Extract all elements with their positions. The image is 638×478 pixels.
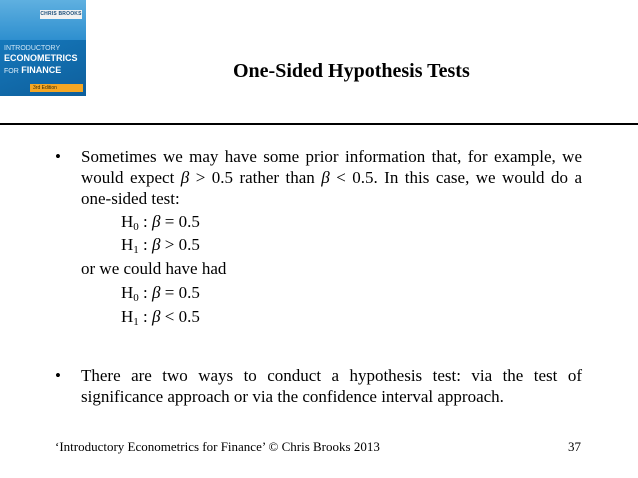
eq-sub: 1 [133,316,139,328]
eq-colon: : [138,307,153,326]
hypothesis-h0-b [121,283,200,303]
bullet2-line2: significance approach or via the confidence interval approach. [81,387,504,406]
cover-title-for: FOR [4,68,19,75]
beta-symbol: β [180,168,190,187]
book-cover-image [0,0,86,96]
hypothesis-h1-b [121,307,200,327]
beta-symbol: β [152,235,161,254]
page-number: 37 [568,439,581,454]
bullet-marker: • [55,366,61,385]
hypothesis-h0-a [121,212,200,232]
beta-symbol: β [321,168,330,187]
bullet1-line2-b: > 0.5 rather than [189,168,322,187]
bullet-marker: • [55,147,61,166]
eq-h: H [121,283,134,302]
eq-h: H [121,235,134,254]
footer-citation: ‘Introductory Econometrics for Finance’ © Chris Brooks 2013 [55,439,380,454]
bullet1-line2-a: would expect [81,168,181,187]
cover-edition: 3rd Edition [30,84,83,92]
eq-h: H [121,307,134,326]
eq-value: > 0.5 [160,235,200,254]
cover-title-line1: INTRODUCTORY [4,45,61,52]
cover-photo [0,0,86,40]
eq-colon: : [138,212,153,231]
cover-title-line2: ECONOMETRICS [4,53,78,63]
eq-colon: : [138,235,153,254]
cover-title-finance: FINANCE [21,65,62,75]
bullet2-line1: There are two ways to conduct a hypothesis test: via the test of [81,366,582,385]
eq-value: < 0.5 [160,307,200,326]
eq-colon: : [138,283,153,302]
eq-sub: 1 [133,244,139,256]
bullet1-line2 [81,168,582,188]
bullet1-line1: Sometimes we may have some prior information that, for example, we [81,147,582,166]
eq-h: H [121,212,134,231]
hypothesis-h1-a [121,235,200,255]
cover-title-line3 [4,65,61,75]
or-text: or we could have had [81,259,227,278]
slide-title: One-Sided Hypothesis Tests [233,60,470,82]
bullet1-line2-c: < 0.5. In this case, we would do a [329,168,583,187]
eq-sub: 0 [133,221,139,233]
beta-symbol: β [152,307,161,326]
eq-value: = 0.5 [160,283,200,302]
eq-value: = 0.5 [160,212,200,231]
bullet1-line3: one-sided test: [81,189,180,208]
cover-author: CHRIS BROOKS [40,11,82,17]
title-divider [0,123,638,125]
eq-sub: 0 [133,292,139,304]
beta-symbol: β [152,283,161,302]
beta-symbol: β [152,212,161,231]
